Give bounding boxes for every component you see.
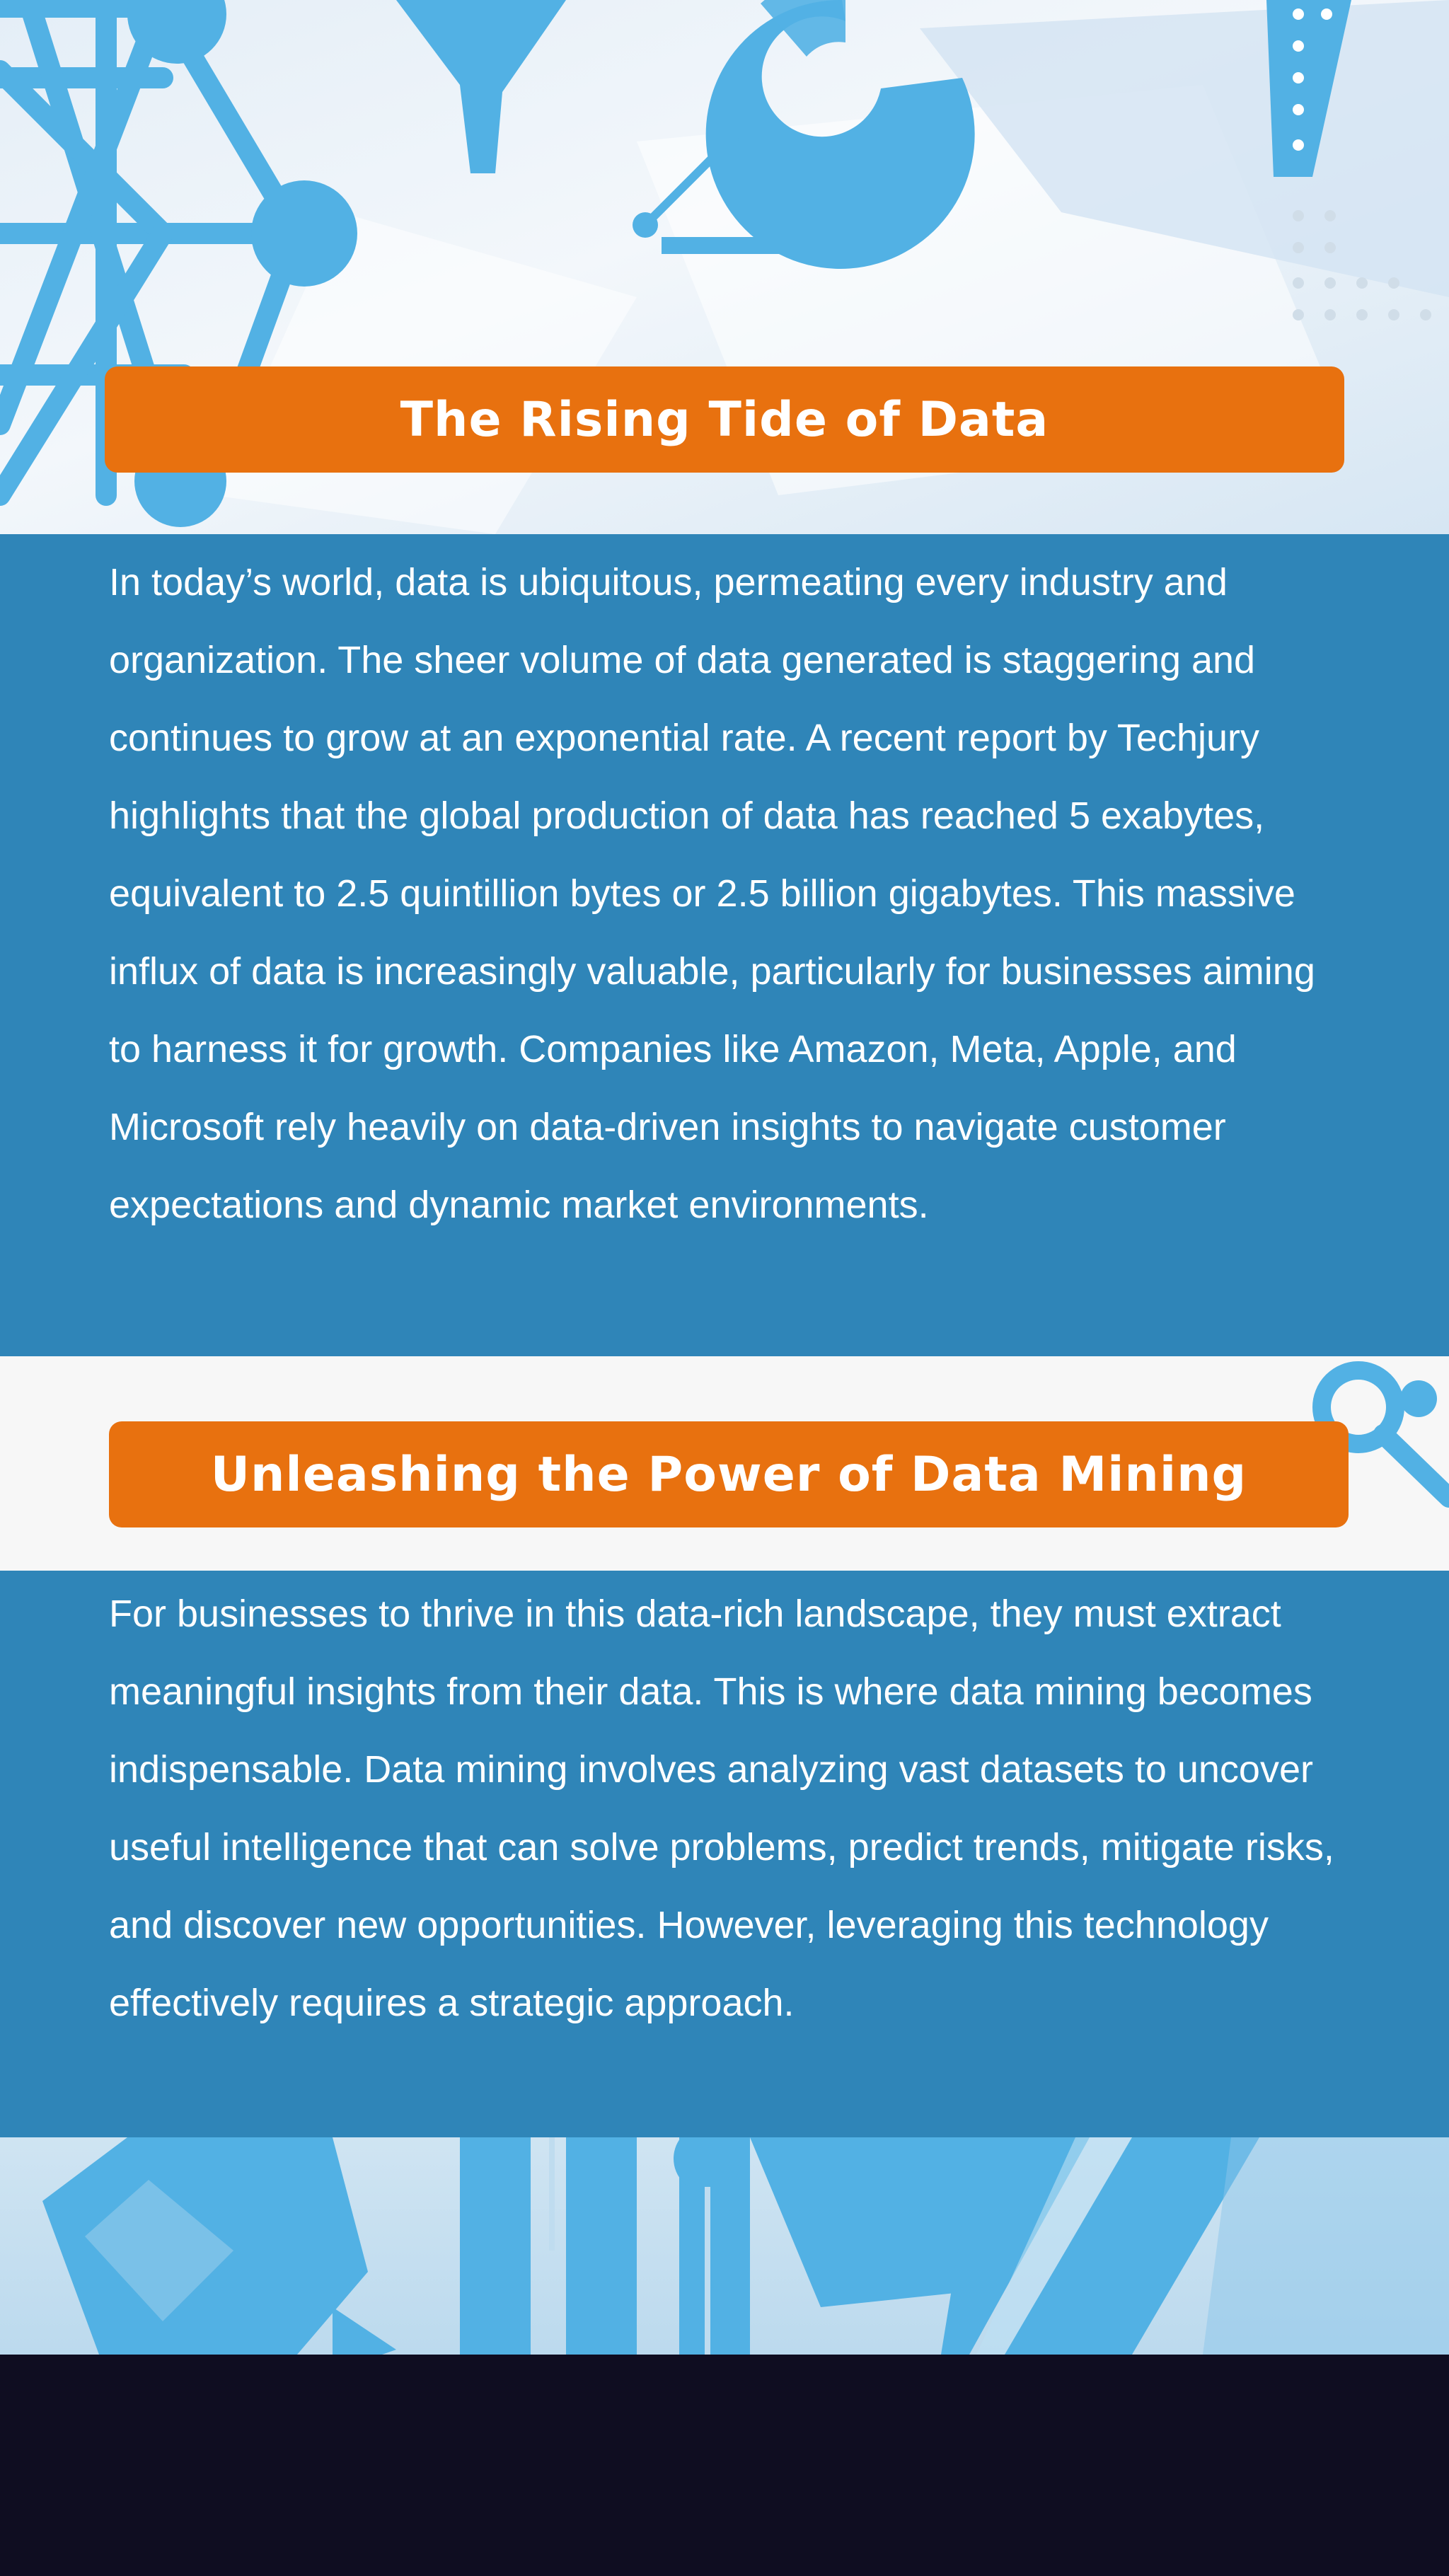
section-heading-data-mining: Unleashing the Power of Data Mining xyxy=(109,1421,1349,1527)
section-two-heading-band xyxy=(0,1356,1449,1571)
bar-chart-icon xyxy=(0,2137,1449,2355)
section-two-paragraph: For businesses to thrive in this data-rich landscape, they must extract meaningful insights from their data. This is where data mining becomes indispensable. Data mining involves analyzing vast datasets to uncover useful intelligence that can solve problems, predict trends, mitigate risks, and discover new opportunities. However, leveraging this technology effectively requires a strategic approach. xyxy=(109,1593,1334,2024)
hero-illustration-bottom xyxy=(0,2137,1449,2355)
footer xyxy=(0,2355,1449,2576)
section-one-paragraph: In today’s world, data is ubiquitous, permeating every industry and organization. The sheer volume of data generated is staggering and continues to grow at an exponential rate. A recent report by Techjury highlights that the global production of data has reached 5 exabytes, equivalent to 2.5 quintillion bytes or 2.5 billion gigabytes. This massive influx of data is increasingly valuable, particularly for businesses aiming to harness it for growth. Companies like Amazon, Meta, Apple, and Microsoft rely heavily on data-driven insights to navigate customer expectations and dynamic market environments. xyxy=(109,561,1315,1226)
hero-illustration-top xyxy=(0,0,1449,534)
section-heading-rising-tide: The Rising Tide of Data xyxy=(105,366,1344,473)
